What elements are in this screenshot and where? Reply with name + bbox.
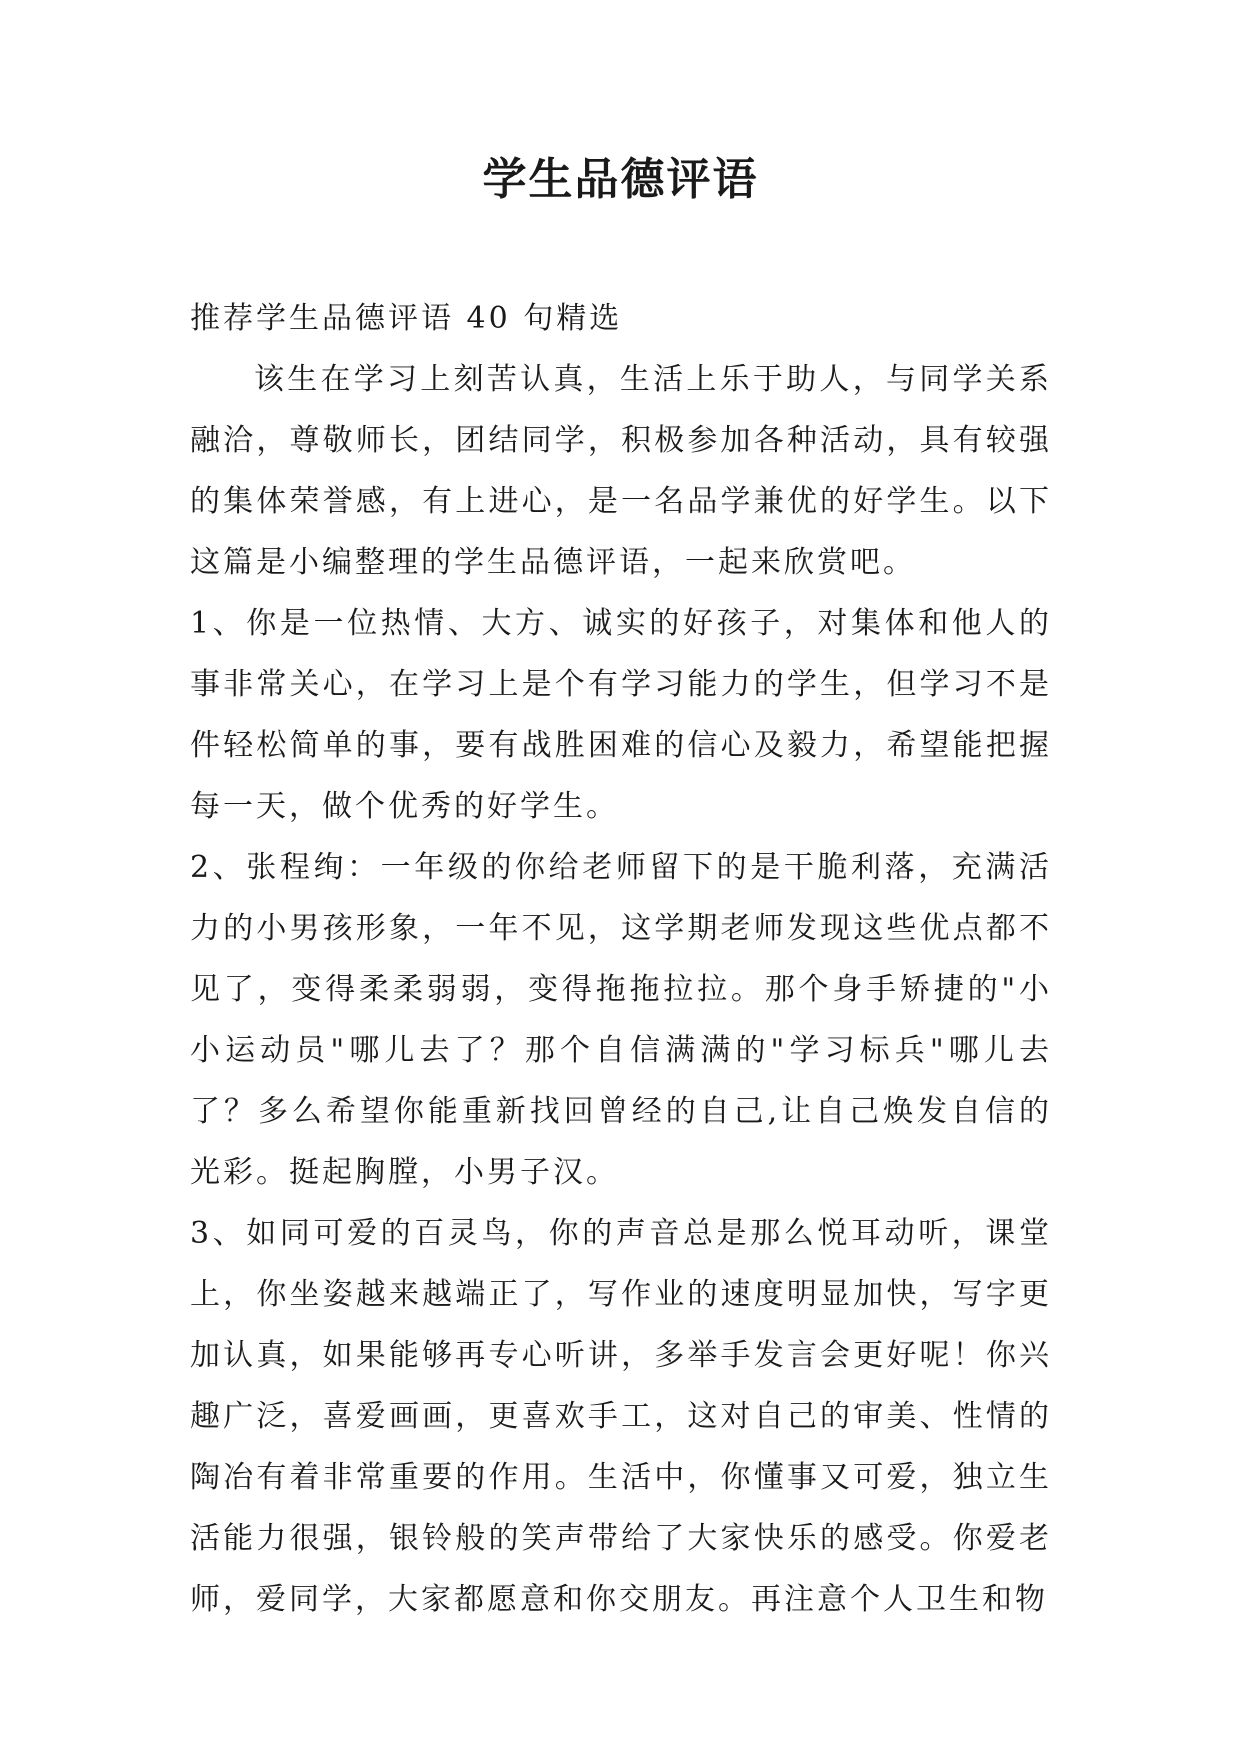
page-title: 学生品德评语 xyxy=(482,154,759,205)
subtitle-line: 推荐学生品德评语 40 句精选 xyxy=(190,301,623,336)
document-body xyxy=(190,288,1052,1630)
intro-paragraph: 该生在学习上刻苦认真，生活上乐于助人，与同学关系融洽，尊敬师长，团结同学，积极参加各种活动，具有较强的集体荣誉感，有上进心，是一名品学兼优的好学生。以下这篇是小编整理的学生品德评语，一起来欣赏吧。 xyxy=(190,362,1052,580)
comment-item-3: 3、如同可爱的百灵鸟，你的声音总是那么悦耳动听，课堂上，你坐姿越来越端正了，写作业的速度明显加快，写字更加认真，如果能够再专心听讲，多举手发言会更好呢！你兴趣广泛，喜爱画画，更喜欢手工，这对自己的审美、性情的陶冶有着非常重要的作用。生活中，你懂事又可爱，独立生活能力很强，银铃般的笑声带给了大家快乐的感受。你爱老师，爱同学，大家都愿意和你交朋友。再注意个人卫生和物 xyxy=(190,1216,1052,1617)
comment-item-1: 1、你是一位热情、大方、诚实的好孩子，对集体和他人的事非常关心，在学习上是个有学习能力的学生，但学习不是件轻松简单的事，要有战胜困难的信心及毅力，希望能把握每一天，做个优秀的好学生。 xyxy=(190,606,1052,824)
comment-item-2: 2、张程绚：一年级的你给老师留下的是干脆利落，充满活力的小男孩形象，一年不见，这学期老师发现这些优点都不见了，变得柔柔弱弱，变得拖拖拉拉。那个身手矫捷的"小小运动员"哪儿去了？那个自信满满的"学习标兵"哪儿去了？多么希望你能重新找回曾经的自己,让自己焕发自信的光彩。挺起胸膛，小男子汉。 xyxy=(190,850,1052,1190)
